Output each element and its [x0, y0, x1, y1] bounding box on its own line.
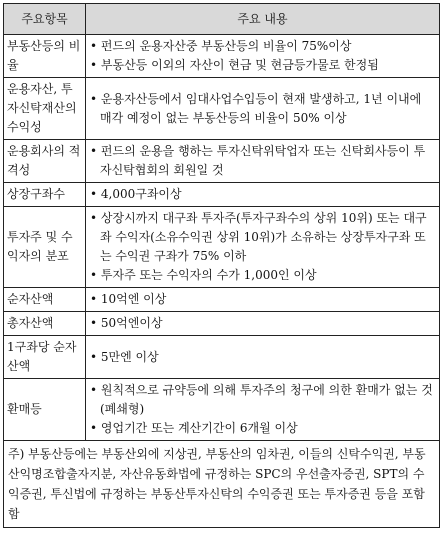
row-content	[86, 35, 440, 78]
row-item-label: 총자산액	[4, 312, 86, 336]
table-row	[4, 140, 440, 183]
bullet-text: • 원칙적으로 규약등에 의해 투자주의 청구에 의한 환매가 없는 것(폐쇄형)	[90, 383, 433, 416]
bullet-text: • 펀드의 운용자산중 부동산등의 비율이 75%이상	[90, 39, 352, 53]
row-content	[86, 312, 440, 336]
bullet-text: • 4,000구좌이상	[90, 187, 182, 201]
bullet-text: • 영업기간 또는 계산기간이 6개월 이상	[90, 421, 298, 435]
bullet-text: • 투자주 또는 수익자의 수가 1,000인 이상	[90, 268, 317, 282]
bullet-text: • 부동산등 이외의 자산이 현금 및 현금등가물로 한정됨	[90, 58, 379, 72]
bullet-text: • 상장시까지 대구좌 투자주(투자구좌수의 상위 10위) 또는 대구좌 수익자(소유수익권 상위 10위)가 소유하는 상장투자구좌 또는 수익권 구좌가 75% 이하	[90, 211, 427, 263]
bullet-text: • 5만엔 이상	[90, 349, 159, 364]
row-item-label: 부동산등의 비율	[4, 35, 86, 78]
row-content	[86, 207, 440, 288]
table-body	[4, 35, 440, 441]
header-item: 주요항목	[4, 4, 86, 35]
table-row	[4, 35, 440, 78]
table-header-row	[4, 4, 440, 35]
row-content	[86, 288, 440, 312]
row-content	[86, 336, 440, 379]
table-row	[4, 78, 440, 140]
table-row	[4, 379, 440, 441]
row-item-label: 1구좌당 순자산액	[4, 336, 86, 379]
bullet-text: • 10억엔 이상	[90, 292, 167, 306]
table-row	[4, 207, 440, 288]
row-item-label: 운용자산, 투자신탁재산의 수익성	[4, 78, 86, 140]
row-item-label: 상장구좌수	[4, 183, 86, 207]
row-item-label: 운용회사의 적격성	[4, 140, 86, 183]
bullet-text: • 50억엔이상	[90, 316, 163, 330]
row-item-label: 환매등	[4, 379, 86, 441]
header-content: 주요 내용	[86, 4, 440, 35]
footnote: 주) 부동산등에는 부동산외에 지상권, 부동산의 임차권, 이들의 신탁수익권, 부동산익명조합출자지분, 자산유동화법에 규정하는 SPC의 우선출자증권, SPT의 수익증권, 투신법에 규정하는 부동산투자신탁의 수익증권 또는 투자증권 등을 포함함	[4, 441, 440, 528]
row-item-label: 투자주 및 수익자의 분포	[4, 207, 86, 288]
table-row	[4, 288, 440, 312]
listing-criteria-table	[3, 3, 440, 528]
row-content	[86, 183, 440, 207]
table-row	[4, 312, 440, 336]
table-row	[4, 183, 440, 207]
bullet-text: • 펀드의 운용을 행하는 투자신탁위탁업자 또는 신탁회사등이 투자신탁협회의 회원일 것	[90, 144, 426, 177]
footnote-row	[4, 441, 440, 528]
row-content	[86, 78, 440, 140]
row-content	[86, 379, 440, 441]
row-content	[86, 140, 440, 183]
table-row	[4, 336, 440, 379]
row-item-label: 순자산액	[4, 288, 86, 312]
bullet-text: • 운용자산등에서 임대사업수입등이 현재 발생하고, 1년 이내에 매각 예정이 없는 부동산등의 비율이 50% 이상	[90, 91, 422, 125]
